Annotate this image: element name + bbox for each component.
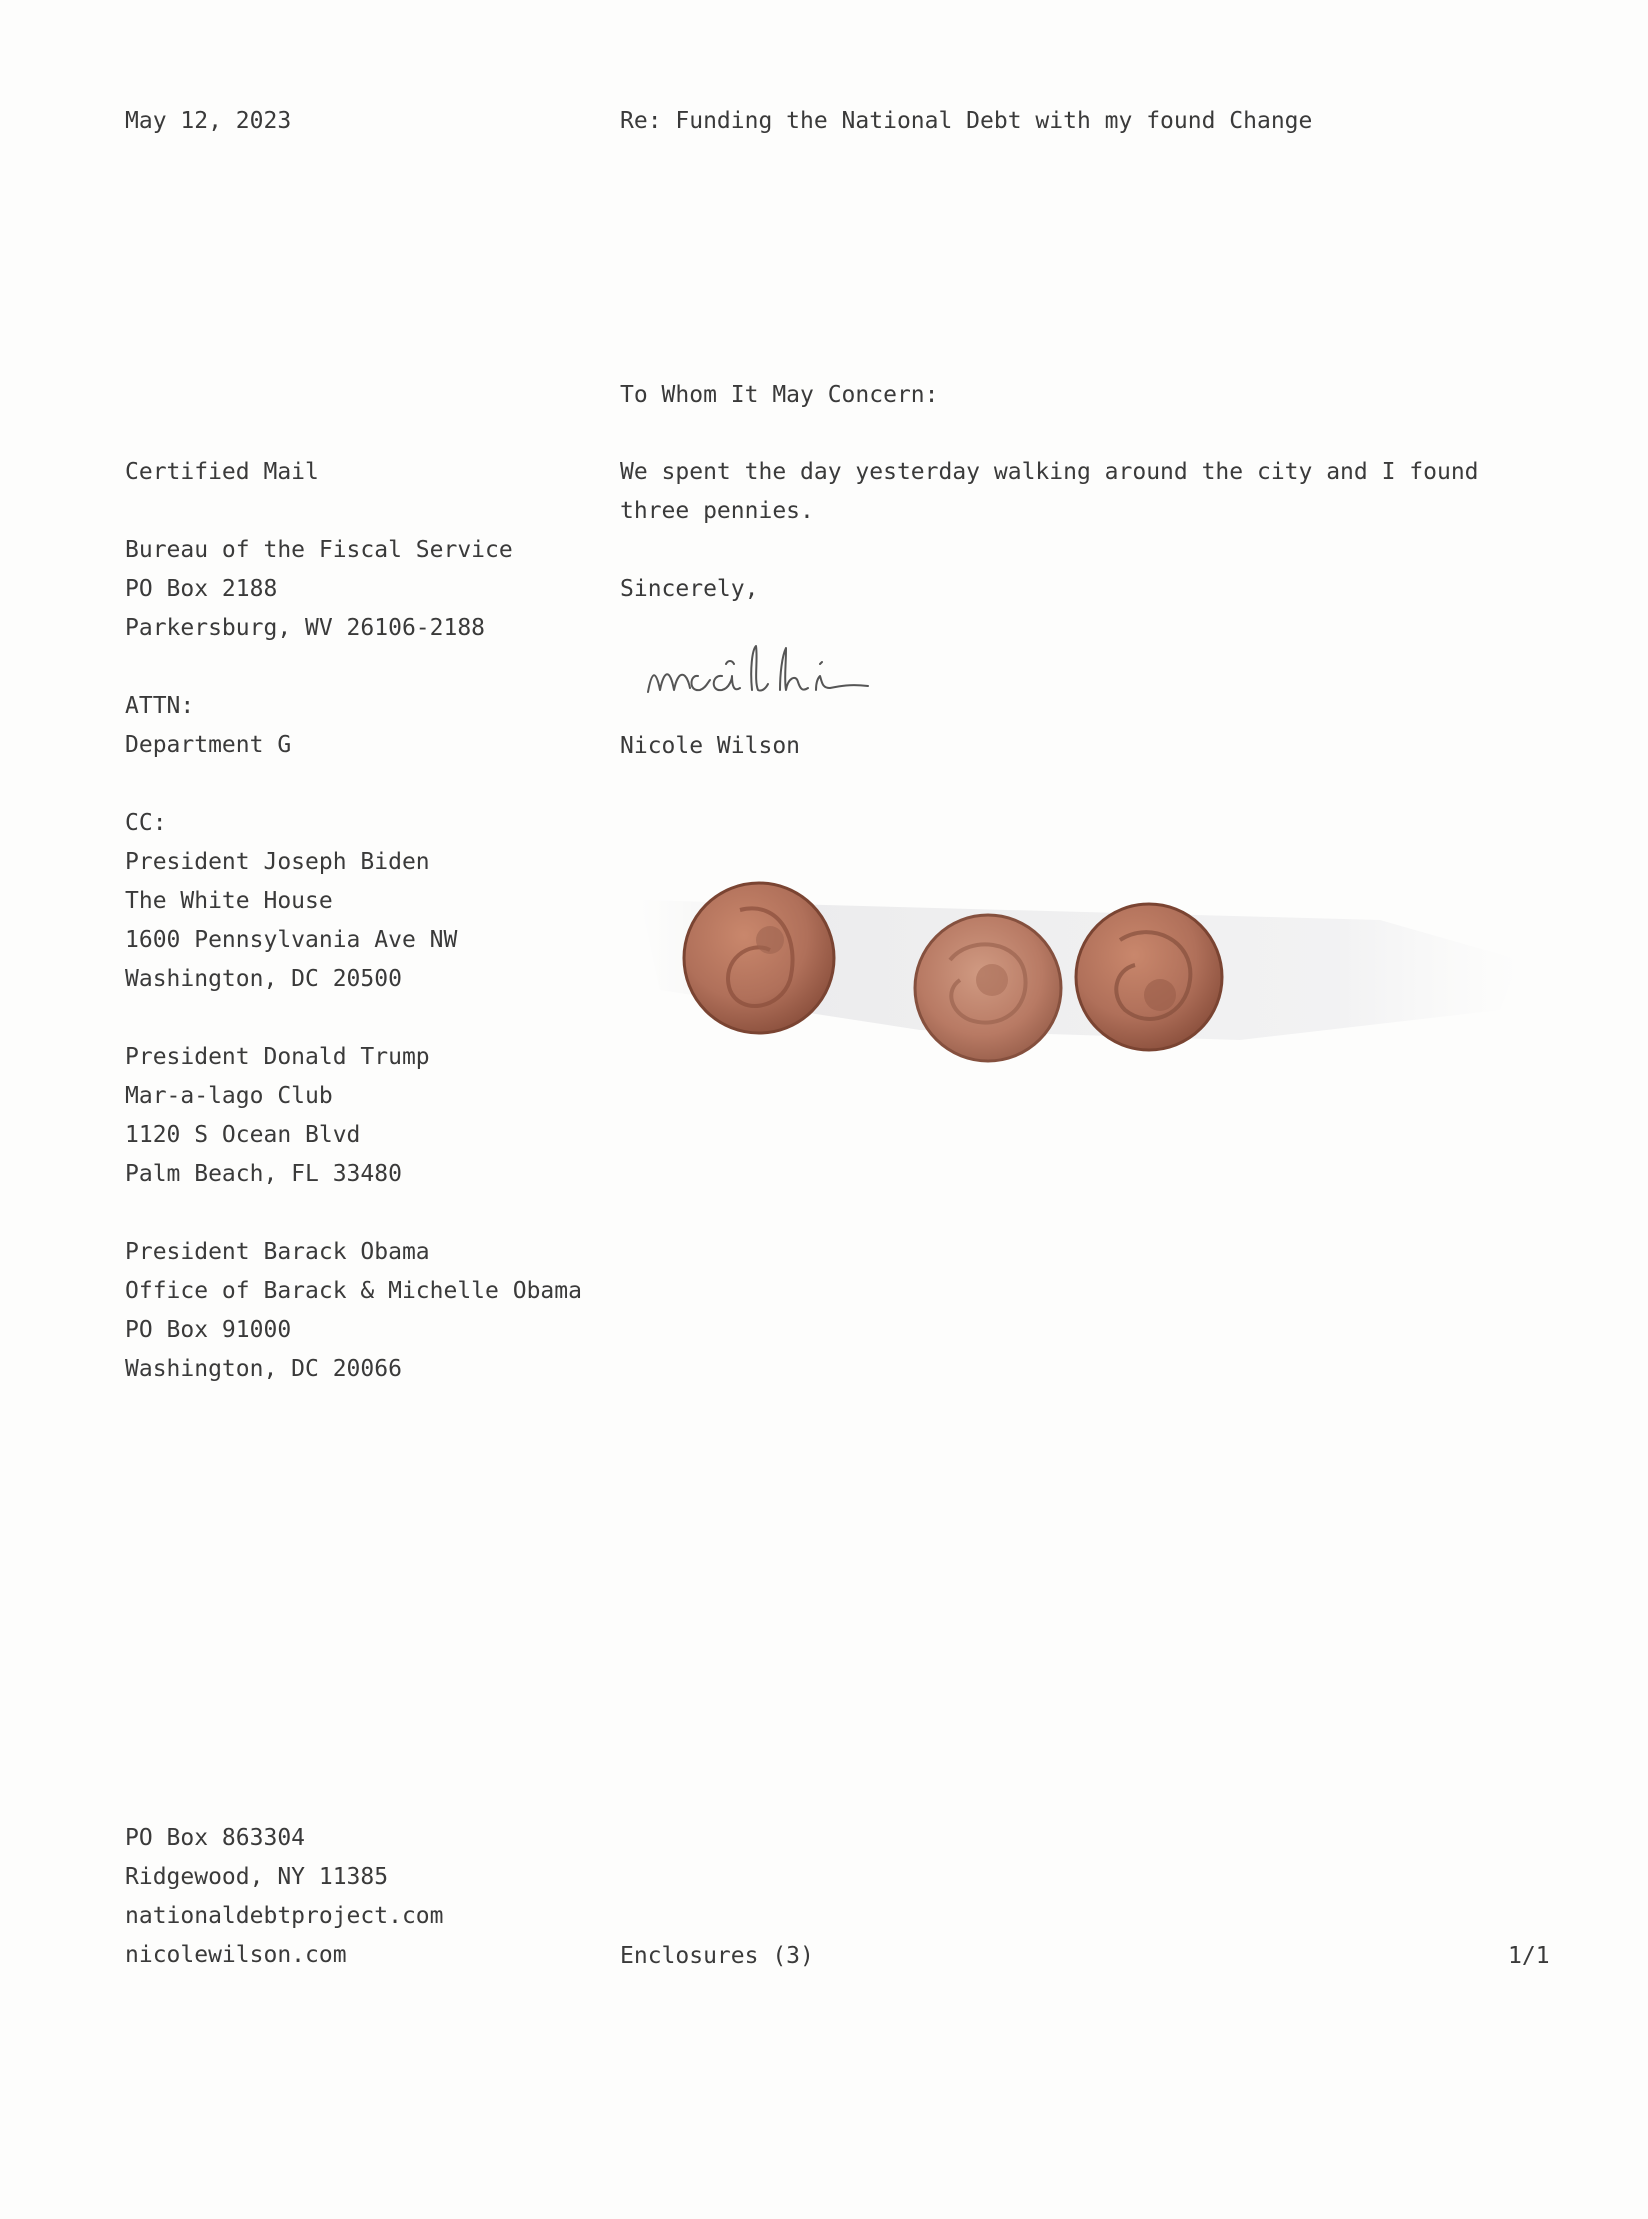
recipient-address (125, 531, 595, 648)
attn-label: ATTN: (125, 693, 195, 719)
three-pennies-photo-icon (620, 840, 1550, 1180)
penny-3 (1076, 904, 1222, 1050)
cc-line: The White House (125, 888, 333, 914)
date-text: May 12, 2023 (125, 108, 292, 134)
penny-1 (684, 883, 834, 1033)
return-address-line: Ridgewood, NY 11385 (125, 1864, 389, 1890)
page-number (1508, 1937, 1550, 1976)
enclosures-text: Enclosures (3) (620, 1943, 814, 1969)
cc-line: PO Box 91000 (125, 1317, 292, 1343)
return-address (125, 1819, 444, 1975)
signer-text: Nicole Wilson (620, 733, 801, 759)
body-line: three pennies. (620, 498, 814, 524)
cc-line: Palm Beach, FL 33480 (125, 1161, 402, 1187)
address-column (125, 453, 595, 1389)
enclosed-pennies-photo (620, 840, 1550, 1193)
cc-line: President Donald Trump (125, 1044, 430, 1070)
signer-name (620, 727, 800, 766)
handwritten-signature (640, 630, 940, 723)
subject-line (620, 102, 1312, 141)
letter-date (125, 102, 291, 141)
cc-line: 1120 S Ocean Blvd (125, 1122, 361, 1148)
page-number-text: 1/1 (1508, 1943, 1550, 1969)
return-address-line: PO Box 863304 (125, 1825, 306, 1851)
website-link[interactable]: nationaldebtproject.com (125, 1903, 444, 1929)
website-link[interactable]: nicolewilson.com (125, 1942, 347, 1968)
closing (620, 570, 758, 609)
recipient-line: PO Box 2188 (125, 576, 278, 602)
signature-icon (640, 630, 940, 710)
cc-recipient (125, 1038, 595, 1194)
cc-block (125, 804, 595, 1389)
cc-line: Office of Barack & Michelle Obama (125, 1278, 582, 1304)
cc-line: Washington, DC 20066 (125, 1356, 402, 1382)
mailing-method: Certified Mail (125, 459, 319, 485)
cc-recipient (125, 843, 595, 999)
cc-line: Mar-a-lago Club (125, 1083, 333, 1109)
cc-line: President Barack Obama (125, 1239, 430, 1265)
cc-recipient (125, 1233, 595, 1389)
cc-label: CC: (125, 810, 167, 836)
cc-line: Washington, DC 20500 (125, 966, 402, 992)
letter-body (620, 453, 1520, 531)
cc-line: President Joseph Biden (125, 849, 430, 875)
attn-value: Department G (125, 732, 292, 758)
salutation (620, 376, 939, 415)
salutation-text: To Whom It May Concern: (620, 382, 939, 408)
enclosures-note (620, 1937, 814, 1976)
cc-line: 1600 Pennsylvania Ave NW (125, 927, 458, 953)
recipient-line: Parkersburg, WV 26106-2188 (125, 615, 486, 641)
attn-block (125, 687, 595, 765)
subject-text: Re: Funding the National Debt with my found Change (620, 108, 1313, 134)
penny-2 (915, 915, 1061, 1061)
body-line: We spent the day yesterday walking around the city and I found (620, 459, 1479, 485)
recipient-line: Bureau of the Fiscal Service (125, 537, 513, 563)
closing-text: Sincerely, (620, 576, 759, 602)
